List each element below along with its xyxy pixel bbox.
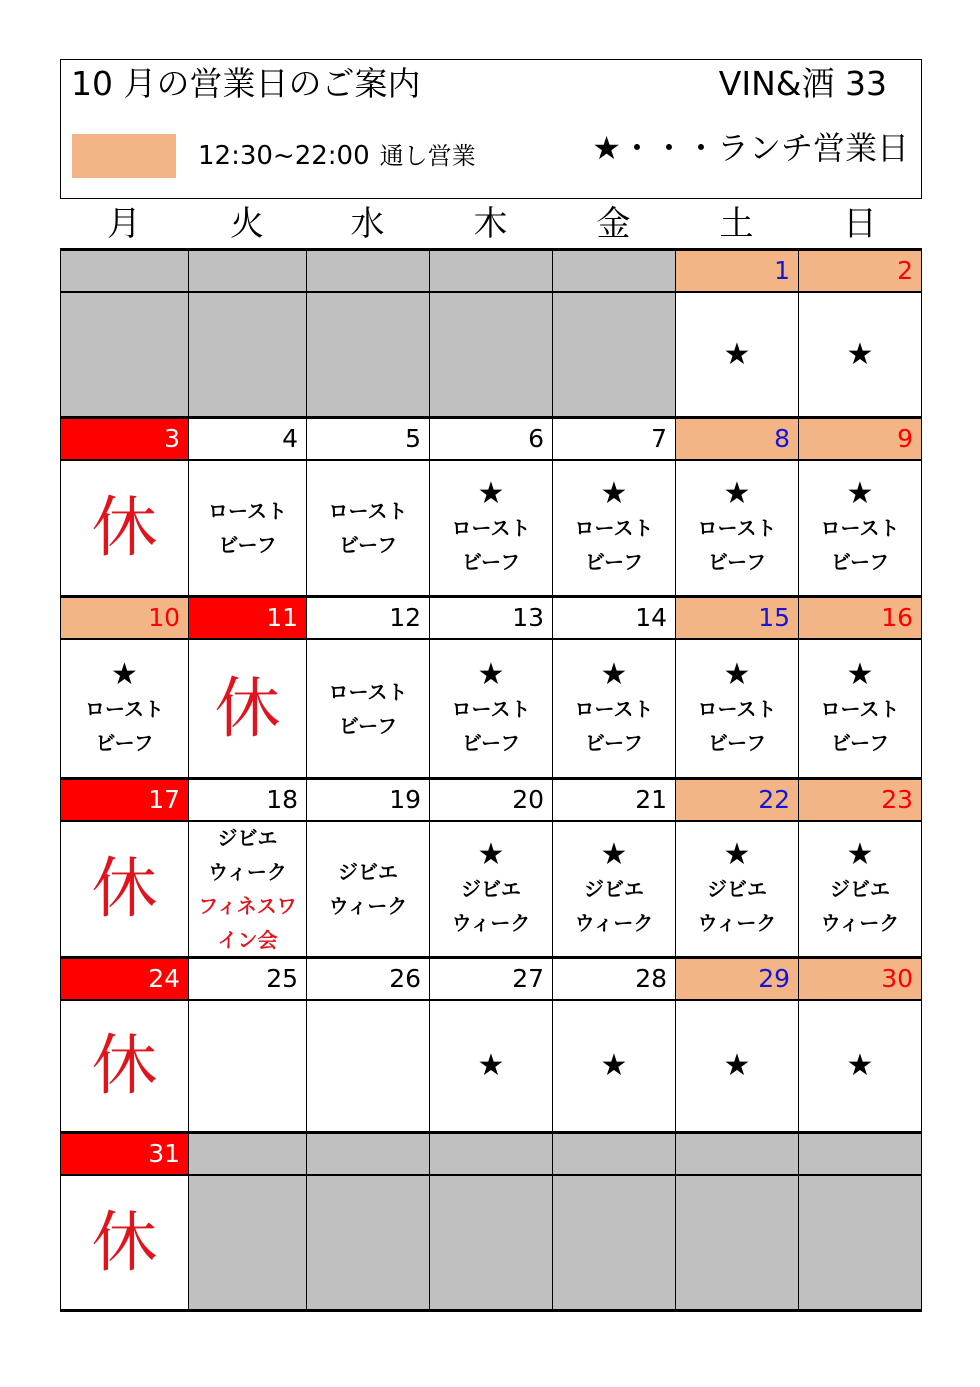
day-content-cell <box>306 1001 429 1131</box>
day-content-cell <box>188 822 306 956</box>
lunch-star-icon: ★ <box>846 476 874 511</box>
day-content-cell <box>429 640 552 777</box>
event-label: フィネスワ <box>198 894 297 918</box>
day-content-cell <box>306 822 429 956</box>
day-content-cell <box>188 640 306 777</box>
closed-label: 休 <box>91 489 158 566</box>
date-number-cell: 11 <box>188 598 306 638</box>
menu-label: ジビエ <box>830 877 890 901</box>
day-content-cell <box>60 640 188 777</box>
lunch-star-icon: ★ <box>600 837 628 872</box>
hours-text: 12:30~22:00 <box>198 141 370 171</box>
day-content-cell <box>675 1001 798 1131</box>
weekday-header <box>60 200 922 248</box>
menu-label: ロースト <box>820 696 900 721</box>
day-content-cell <box>798 1001 922 1131</box>
empty-day-cell <box>552 1176 675 1309</box>
lunch-star-icon: ★ <box>723 837 751 872</box>
empty-date-cell <box>306 251 429 291</box>
menu-label: ロースト <box>451 516 531 540</box>
date-number-cell: 14 <box>552 598 675 638</box>
date-number-cell: 27 <box>429 959 552 999</box>
date-number-cell: 16 <box>798 598 922 638</box>
day-content-cell <box>429 1001 552 1131</box>
weekday-label: 木 <box>473 204 508 244</box>
date-number-cell: 19 <box>306 780 429 820</box>
menu-label: ウィーク <box>208 860 287 884</box>
date-number-cell: 5 <box>306 419 429 459</box>
empty-date-cell <box>798 1134 922 1174</box>
menu-label: ロースト <box>208 499 287 523</box>
day-content-cell <box>675 461 798 595</box>
menu-label: ウィーク <box>820 911 900 935</box>
menu-label: ジビエ <box>461 877 521 901</box>
header-box <box>60 59 922 199</box>
date-number-cell: 24 <box>60 959 188 999</box>
empty-day-cell <box>552 293 675 416</box>
menu-label: ロースト <box>697 696 777 721</box>
weekday-label: 月 <box>107 204 141 244</box>
empty-date-cell <box>552 251 675 291</box>
day-content-cell <box>429 822 552 956</box>
date-number-cell: 6 <box>429 419 552 459</box>
day-content-cell <box>60 822 188 956</box>
date-number-cell: 28 <box>552 959 675 999</box>
menu-label: ロースト <box>574 516 654 540</box>
day-content-cell <box>675 640 798 777</box>
menu-label: ビーフ <box>707 730 767 755</box>
lunch-star-icon: ★ <box>846 656 874 692</box>
empty-day-cell <box>188 293 306 416</box>
hours-legend <box>198 139 476 173</box>
empty-day-cell <box>798 1176 922 1309</box>
empty-date-cell <box>306 1134 429 1174</box>
legend-color-swatch <box>72 134 176 178</box>
menu-label: ビーフ <box>338 533 398 557</box>
date-number-cell: 3 <box>60 419 188 459</box>
weekday-label: 水 <box>350 204 385 244</box>
week-date-row <box>60 1134 922 1176</box>
day-content-cell <box>188 461 306 595</box>
empty-day-cell <box>429 293 552 416</box>
date-number-cell: 22 <box>675 780 798 820</box>
lunch-star-icon: ★ <box>600 656 628 692</box>
week-body-row <box>60 1001 922 1134</box>
week-body-row <box>60 293 922 419</box>
empty-date-cell <box>429 1134 552 1174</box>
day-content-cell <box>60 1176 188 1309</box>
menu-label: ジビエ <box>584 877 644 901</box>
day-content-cell <box>60 1001 188 1131</box>
lunch-star-icon: ★ <box>723 336 751 372</box>
lunch-star-icon: ★ <box>846 1048 874 1083</box>
menu-label: ロースト <box>451 696 531 721</box>
menu-label: ロースト <box>697 516 777 540</box>
empty-date-cell <box>188 251 306 291</box>
weekday-label: 日 <box>843 204 877 244</box>
menu-label: ジビエ <box>707 877 767 901</box>
week-date-row <box>60 780 922 822</box>
date-number-cell: 20 <box>429 780 552 820</box>
empty-date-cell <box>552 1134 675 1174</box>
day-content-cell <box>798 640 922 777</box>
closed-label: 休 <box>91 850 158 927</box>
date-number-cell: 1 <box>675 251 798 291</box>
date-number-cell: 26 <box>306 959 429 999</box>
week-date-row <box>60 598 922 640</box>
menu-label: ロースト <box>820 516 900 540</box>
date-number-cell: 21 <box>552 780 675 820</box>
menu-label: ロースト <box>328 499 408 523</box>
empty-day-cell <box>429 1176 552 1309</box>
menu-label: ビーフ <box>95 730 154 755</box>
date-number-cell: 9 <box>798 419 922 459</box>
menu-label: ロースト <box>328 679 408 704</box>
closed-label: 休 <box>91 1027 158 1104</box>
day-content-cell <box>552 822 675 956</box>
week-body-row <box>60 640 922 780</box>
empty-date-cell <box>188 1134 306 1174</box>
weekday-label: 土 <box>719 204 754 244</box>
day-content-cell <box>188 1001 306 1131</box>
lunch-star-icon: ★ <box>111 656 138 692</box>
day-content-cell <box>798 293 922 416</box>
menu-label: ビーフ <box>338 713 398 738</box>
date-number-cell: 7 <box>552 419 675 459</box>
week-date-row <box>60 959 922 1001</box>
menu-label: ウィーク <box>328 894 408 918</box>
empty-day-cell <box>60 293 188 416</box>
empty-day-cell <box>188 1176 306 1309</box>
menu-label: ビーフ <box>584 550 644 574</box>
shop-name: VIN&酒 33 <box>718 64 887 103</box>
calendar-grid <box>60 248 922 1294</box>
empty-day-cell <box>675 1176 798 1309</box>
date-number-cell: 10 <box>60 598 188 638</box>
menu-label: ビーフ <box>830 550 890 574</box>
date-number-cell: 29 <box>675 959 798 999</box>
week-date-row <box>60 419 922 461</box>
date-number-cell: 8 <box>675 419 798 459</box>
date-number-cell: 23 <box>798 780 922 820</box>
menu-label: ビーフ <box>584 730 644 755</box>
menu-label: ビーフ <box>461 550 521 574</box>
date-number-cell: 15 <box>675 598 798 638</box>
date-number-cell: 2 <box>798 251 922 291</box>
week-body-row <box>60 1176 922 1312</box>
event-label: イン会 <box>217 928 278 952</box>
date-number-cell: 4 <box>188 419 306 459</box>
menu-label: ロースト <box>85 696 164 721</box>
lunch-star-icon: ★ <box>846 837 874 872</box>
menu-label: ウィーク <box>574 911 654 935</box>
weekday-label: 金 <box>596 204 631 244</box>
week-body-row <box>60 822 922 959</box>
date-number-cell: 17 <box>60 780 188 820</box>
empty-date-cell <box>675 1134 798 1174</box>
closed-label: 休 <box>91 1203 158 1281</box>
weekday-label: 火 <box>230 204 264 244</box>
date-number-cell: 31 <box>60 1134 188 1174</box>
menu-label: ビーフ <box>830 730 890 755</box>
date-number-cell: 18 <box>188 780 306 820</box>
date-number-cell: 25 <box>188 959 306 999</box>
date-number-cell: 13 <box>429 598 552 638</box>
lunch-star-icon: ★ <box>600 1048 628 1083</box>
page-title: 10 月の営業日のご案内 <box>71 64 421 103</box>
day-content-cell <box>552 461 675 595</box>
empty-date-cell <box>60 251 188 291</box>
hours-note: 通し営業 <box>379 142 476 170</box>
menu-label: ビーフ <box>461 730 521 755</box>
day-content-cell <box>306 461 429 595</box>
empty-date-cell <box>429 251 552 291</box>
date-number-cell: 30 <box>798 959 922 999</box>
menu-label: ロースト <box>574 696 654 721</box>
empty-day-cell <box>306 293 429 416</box>
menu-label: ビーフ <box>707 550 767 574</box>
day-content-cell <box>675 822 798 956</box>
lunch-star-icon: ★ <box>723 476 751 511</box>
lunch-legend: ★・・・ランチ営業日 <box>592 129 909 167</box>
lunch-star-icon: ★ <box>723 656 751 692</box>
day-content-cell <box>798 822 922 956</box>
lunch-star-icon: ★ <box>477 1048 505 1083</box>
week-date-row <box>60 251 922 293</box>
closed-label: 休 <box>214 669 281 747</box>
menu-label: ウィーク <box>697 911 777 935</box>
menu-label: ジビエ <box>217 826 278 850</box>
day-content-cell <box>798 461 922 595</box>
lunch-star-icon: ★ <box>477 837 505 872</box>
lunch-star-icon: ★ <box>846 336 874 372</box>
lunch-star-icon: ★ <box>477 656 505 692</box>
lunch-star-icon: ★ <box>477 476 505 511</box>
date-number-cell: 12 <box>306 598 429 638</box>
day-content-cell <box>552 1001 675 1131</box>
menu-label: ジビエ <box>338 860 398 884</box>
day-content-cell <box>429 461 552 595</box>
menu-label: ビーフ <box>218 533 277 557</box>
day-content-cell <box>552 640 675 777</box>
lunch-star-icon: ★ <box>600 476 628 511</box>
day-content-cell <box>306 640 429 777</box>
empty-day-cell <box>306 1176 429 1309</box>
lunch-star-icon: ★ <box>723 1048 751 1083</box>
menu-label: ウィーク <box>451 911 531 935</box>
day-content-cell <box>675 293 798 416</box>
week-body-row <box>60 461 922 598</box>
day-content-cell <box>60 461 188 595</box>
